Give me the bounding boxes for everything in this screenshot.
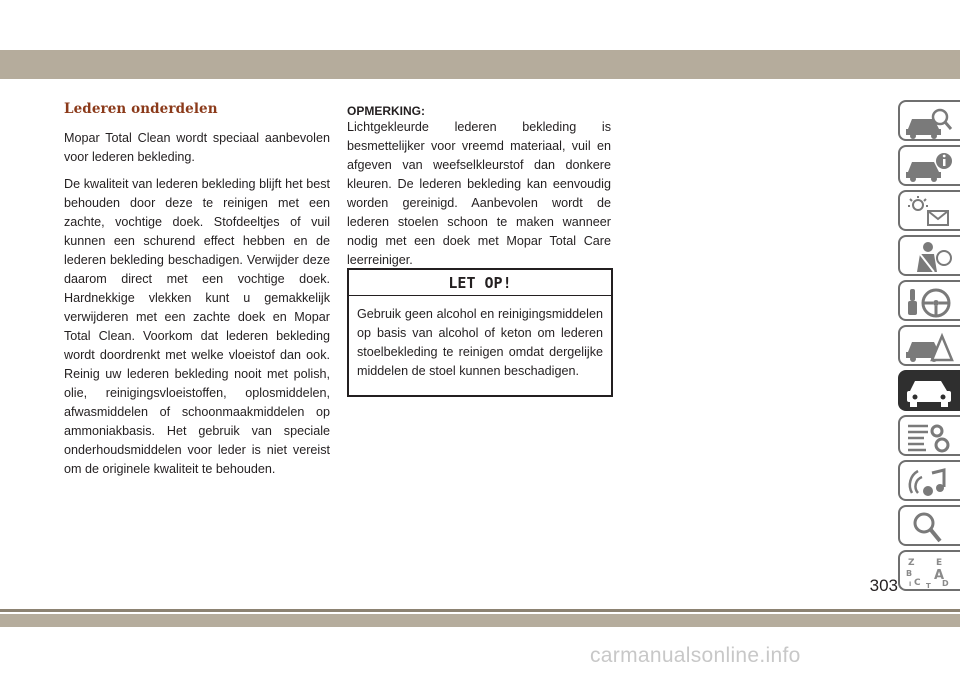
right-column	[347, 104, 611, 270]
tab-multimedia[interactable]	[898, 460, 960, 501]
paragraph-care: De kwaliteit van lederen bekleding blijft het best behouden door deze te reinigen met een zachte, vochtige doek. Stofdeeltjes of vuil kunnen een schurend effect hebben en de lederen bekleding beschadigen. Verwijder deze daarom direct met een vochtige doek. Hardnekkige vlekken kunt u gemakkelijk verwijderen met een zachte doek en Mopar Total Clean. Voorkom dat lederen bekleding wordt doordrenkt met welke vloeistof dan ook. Reinig uw lederen bekleding nooit met polish, olie, reinigingsvloeistoffen, oplosmiddelen, afwasmiddelen of schoonmaakmiddelen op ammoniakbasis. Het gebruik van speciale onderhoudsmiddelen voor leder is niet vereist om de originele kwaliteit te behouden.	[64, 177, 330, 476]
car-search-icon	[904, 105, 954, 139]
specifications-gears-icon	[904, 420, 954, 454]
multimedia-music-icon	[904, 465, 954, 499]
language-letter: C	[914, 578, 921, 588]
note-label: OPMERKING:	[347, 104, 425, 118]
tab-car-search[interactable]	[898, 100, 960, 141]
car-info-icon	[904, 150, 954, 184]
tab-warning-lights[interactable]	[898, 190, 960, 231]
car-warning-triangle-icon	[904, 330, 954, 364]
left-column	[64, 98, 330, 487]
page-number: 303	[869, 576, 898, 595]
footer-band	[0, 614, 960, 627]
steering-wheel-key-icon	[904, 285, 954, 319]
car-service-icon	[904, 375, 954, 409]
warning-text: Gebruik geen alcohol en reinigingsmiddelen op basis van alcohol of keton om lederen stoelbekleding te reinigen omdat dergelijke middelen de stoel kunnen beschadigen.	[357, 307, 603, 378]
warning-lights-message-icon	[904, 195, 954, 229]
section-title: Lederen onderdelen	[64, 101, 218, 117]
tab-languages[interactable]	[898, 550, 960, 591]
language-letter: T	[926, 582, 931, 589]
language-letter: I	[909, 581, 912, 588]
tab-index[interactable]	[898, 505, 960, 546]
watermark: carmanualsonline.info	[590, 644, 801, 667]
tab-emergency[interactable]	[898, 325, 960, 366]
warning-box	[347, 268, 613, 397]
note-text: Lichtgekleurde lederen bekleding is besmettelijker voor vreemd materiaal, vuil en afgeven van weefselkleurstof dan donkere kleuren. De lederen bekleding kan eenvoudig worden gereinigd. Aanbevolen wordt de lederen stoelen schoon te maken wanneer nodig met een doek met Mopar Total Care leerreiniger.	[347, 120, 611, 267]
footer-rule	[0, 609, 960, 612]
paragraph-intro: Mopar Total Clean wordt speciaal aanbevolen voor lederen bekleding.	[64, 131, 330, 164]
language-letter: D	[942, 579, 949, 588]
tab-service-maintenance[interactable]	[898, 370, 960, 411]
tab-safety[interactable]	[898, 235, 960, 276]
warning-title: LET OP!	[349, 270, 611, 296]
language-letter: E	[936, 558, 943, 568]
tab-starting-driving[interactable]	[898, 280, 960, 321]
tab-car-info[interactable]	[898, 145, 960, 186]
tab-technical-specifications[interactable]	[898, 415, 960, 456]
airbag-seatbelt-icon	[904, 240, 954, 274]
index-search-icon	[904, 510, 954, 544]
language-letter: B	[906, 569, 913, 578]
header-band	[0, 50, 960, 79]
language-letter: Z	[908, 558, 915, 568]
language-index-icon	[904, 555, 954, 589]
language-letter: A	[934, 568, 945, 583]
